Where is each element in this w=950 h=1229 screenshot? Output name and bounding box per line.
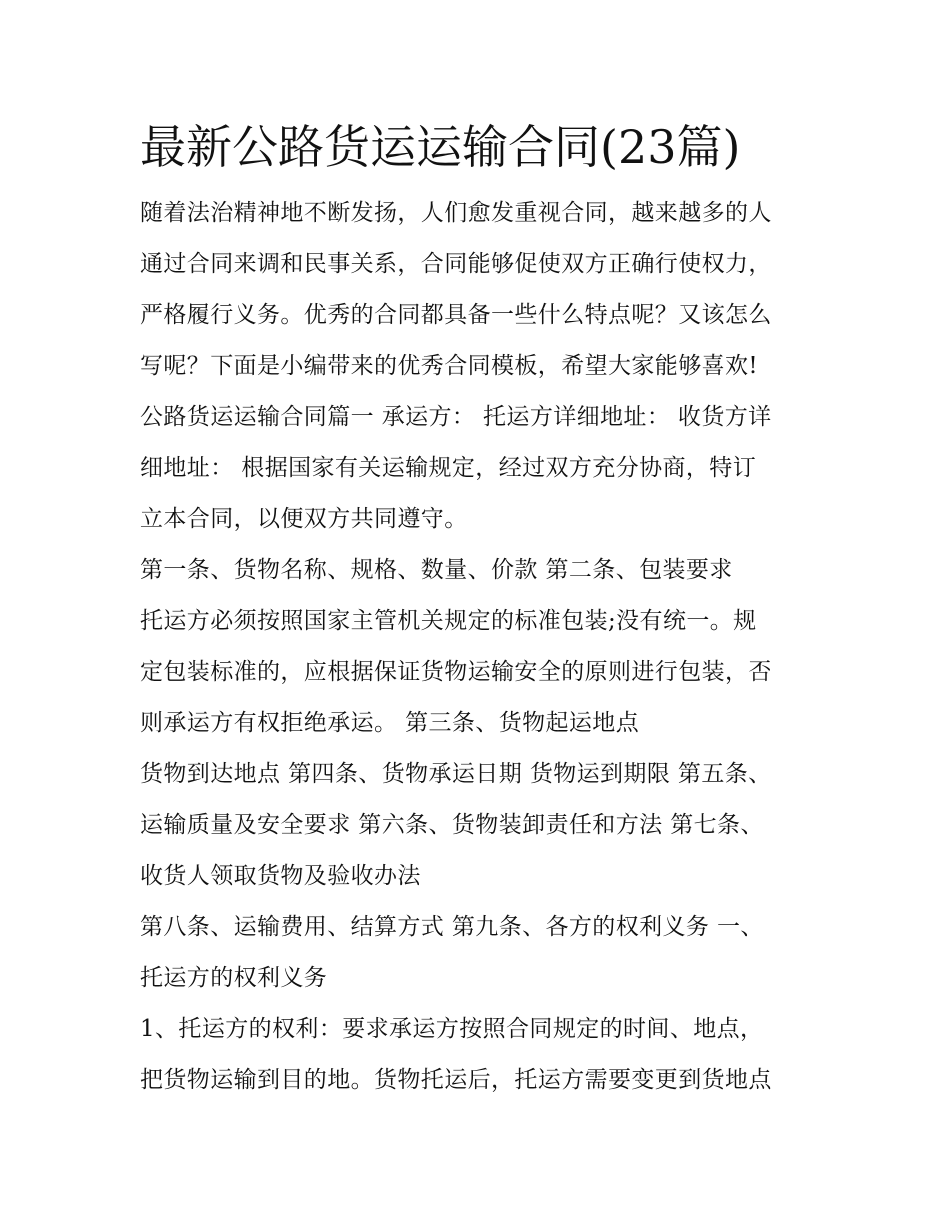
text-line: 定包装标准的，应根据保证货物运输安全的原则进行包装，否 xyxy=(140,659,772,685)
text-line: 货物到达地点 第四条、货物承运日期 货物运到期限 第五条、 xyxy=(140,761,772,787)
text-line: 细地址： 根据国家有关运输规定，经过双方充分协商，特订 xyxy=(140,455,757,481)
text-line: 第八条、运输费用、结算方式 第九条、各方的权利义务 一、 xyxy=(140,914,764,940)
text-line: 第一条、货物名称、规格、数量、价款 第二条、包装要求 xyxy=(140,557,733,583)
text-line: 托运方的权利义务 xyxy=(140,965,328,991)
document-content xyxy=(140,112,820,1106)
text-line: 严格履行义务。优秀的合同都具备一些什么特点呢？又该怎么 xyxy=(140,302,772,328)
text-line: 公路货运运输合同篇一 承运方： 托运方详细地址： 收货方详 xyxy=(140,404,772,430)
text-line: 1、托运方的权利：要求承运方按照合同规定的时间、地点， xyxy=(140,1016,764,1042)
text-line: 收货人领取货物及验收办法 xyxy=(140,863,421,889)
text-line: 通过合同来调和民事关系，合同能够促使双方正确行使权力， xyxy=(140,251,772,277)
document-title: 最新公路货运运输合同(23篇) xyxy=(140,120,741,174)
document-body xyxy=(140,188,820,1106)
text-line: 运输质量及安全要求 第六条、货物装卸责任和方法 第七条、 xyxy=(140,812,764,838)
text-line: 把货物运输到目的地。货物托运后，托运方需要变更到货地点 xyxy=(140,1067,772,1093)
text-line: 写呢？下面是小编带来的优秀合同模板，希望大家能够喜欢! xyxy=(140,353,759,379)
text-line: 则承运方有权拒绝承运。 第三条、货物起运地点 xyxy=(140,710,640,736)
text-line: 随着法治精神地不断发扬，人们愈发重视合同，越来越多的人 xyxy=(140,200,772,226)
text-line: 立本合同，以便双方共同遵守。 xyxy=(140,506,468,532)
text-line: 托运方必须按照国家主管机关规定的标准包装;没有统一。规 xyxy=(140,608,757,634)
